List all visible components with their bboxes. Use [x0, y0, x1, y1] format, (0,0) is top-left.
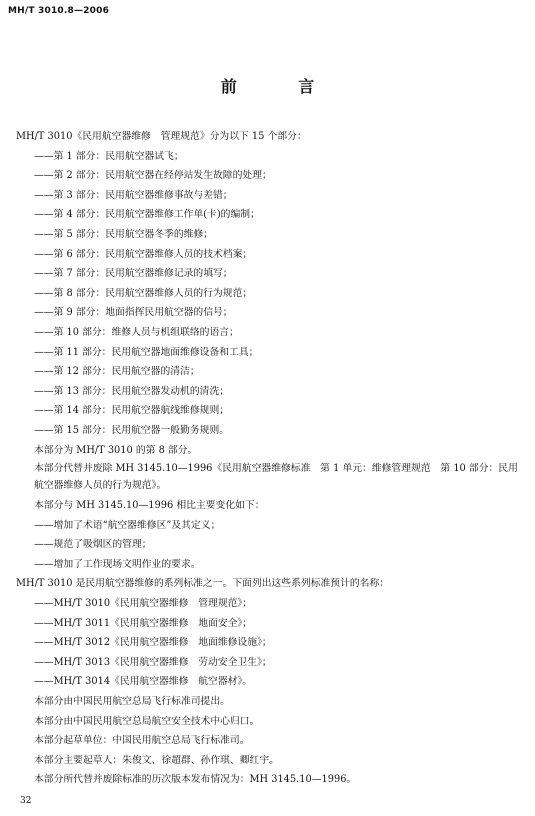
change-list-item: ——增加了工作现场文明作业的要求。 — [34, 558, 201, 570]
part-list-item: ——第 6 部分：民用航空器维修人员的技术档案； — [34, 248, 253, 260]
part-list-item: ——第 15 部分：民用航空器一般勤务规则。 — [34, 424, 230, 436]
series-list-item: ——MH/T 3012《民用航空器维修 地面维修设施》； — [34, 637, 272, 649]
series-list-item: ——MH/T 3010《民用航空器维修 管理规范》； — [34, 598, 253, 610]
series-list-item: ——MH/T 3014《民用航空器维修 航空器材》。 — [34, 676, 253, 688]
intro-paragraph: MH/T 3010《民用航空器维修 管理规范》分为以下 15 个部分： — [16, 131, 307, 142]
part-list-item: ——第 14 部分：民用航空器航线维修规则； — [34, 405, 230, 417]
part-list-item: ——第 11 部分：民用航空器地面维修设备和工具； — [34, 346, 259, 358]
part-list-item: ——第 10 部分：维修人员与机组联络的语言； — [34, 326, 239, 338]
series-intro-paragraph: MH/T 3010 是民用航空器维修的系列标准之一。下面列出这些系列标准预计的名称： — [16, 578, 390, 590]
history-paragraph: 本部分所代替并废除标准的历次版本发布情况为：MH 3145.10—1996。 — [34, 774, 357, 786]
standard-code-header: MH/T 3010.8—2006 — [8, 6, 110, 16]
part-list-item: ——第 2 部分：民用航空器在经停站发生故障的处理； — [34, 170, 272, 182]
proposed-by-paragraph: 本部分由中国民用航空总局飞行标准司提出。 — [34, 696, 230, 708]
change-list-item: ——增加了术语“航空器维修区”及其定义； — [34, 519, 221, 531]
part-list-item: ——第 4 部分：民用航空器维修工作单(卡)的编制； — [34, 209, 260, 221]
this-part-paragraph: 本部分为 MH/T 3010 的第 8 部分。 — [34, 444, 198, 456]
part-list-item: ——第 13 部分：民用航空器发动机的清洗； — [34, 385, 230, 397]
part-list-item: ——第 7 部分：民用航空器维修记录的填写； — [34, 268, 233, 280]
change-list-item: ——规范了吸烟区的管理； — [34, 539, 152, 551]
part-list-item: ——第 3 部分：民用航空器维修事故与差错； — [34, 189, 233, 201]
part-list-item: ——第 1 部分：民用航空器试飞； — [34, 150, 184, 162]
replaces-paragraph: 本部分代替并废除 MH 3145.10—1996《民用航空器维修标准 第 1 单元：维修管理规范 第 10 部分：民用航空器维修人员的行为规范》。 — [34, 463, 518, 492]
managed-by-paragraph: 本部分由中国民用航空总局航空安全技术中心归口。 — [34, 715, 260, 727]
part-list-item: ——第 8 部分：民用航空器维修人员的行为规范； — [34, 287, 253, 299]
changes-intro-paragraph: 本部分与 MH 3145.10—1996 相比主要变化如下： — [34, 500, 265, 512]
part-list-item: ——第 12 部分：民用航空器的清洁； — [34, 366, 200, 378]
part-list-item: ——第 9 部分：地面指挥民用航空器的信号； — [34, 307, 233, 319]
foreword-body — [16, 127, 521, 790]
page-number: 32 — [20, 796, 32, 806]
page-title: 前 言 — [220, 77, 343, 96]
series-list-item: ——MH/T 3011《民用航空器维修 地面安全》； — [34, 617, 253, 629]
part-list-item: ——第 5 部分：民用航空器冬季的维修； — [34, 228, 214, 240]
drafted-by-paragraph: 本部分起草单位：中国民用航空总局飞行标准司。 — [34, 735, 250, 747]
drafters-paragraph: 本部分主要起草人：朱俊文、徐超群、孙作琪、卿红宇。 — [34, 754, 279, 766]
series-list-item: ——MH/T 3013《民用航空器维修 劳动安全卫生》； — [34, 656, 272, 668]
